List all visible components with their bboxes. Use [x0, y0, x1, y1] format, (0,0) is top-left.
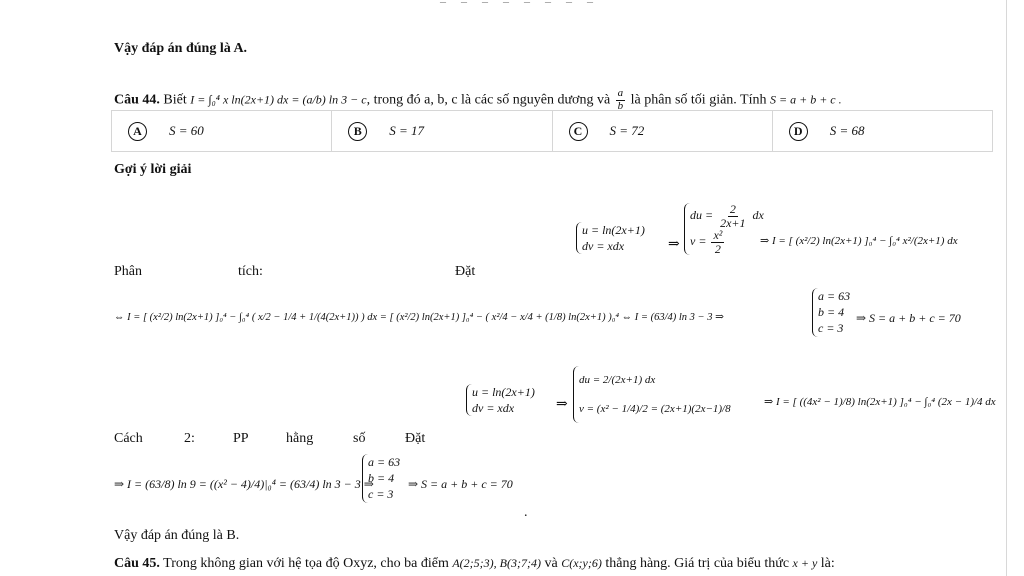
line2-expression: ⇔ I = [ (x²/2) ln(2x+1) ]₀⁴ − ∫₀⁴ ( x/2 − 1/4 + 1/(4(2x+1)) ) dx = [ (x²/2) ln(2x+1) ]₀⁴ − ( x²/4 − x/4 + (1/8) ln(2x+1) )₀⁴ ⇔ I = (63/4) ln 3 − 3 ⇒ — [114, 312, 724, 323]
question-44-tail: là phân số tối giản. Tính — [630, 92, 767, 108]
option-text: S = 17 — [389, 123, 425, 138]
option-text: S = 60 — [169, 123, 204, 138]
question-44-mid: , trong đó a, b, c là các số nguyên dương và — [366, 92, 611, 108]
question-45-expression: x + y — [792, 556, 818, 570]
option-letter: C — [569, 122, 588, 141]
question-44 — [114, 88, 842, 112]
option-letter: A — [128, 122, 147, 141]
value-c: c = 3 — [368, 487, 394, 502]
method1-word-tich: tích: — [238, 264, 263, 279]
hint-title: Gợi ý lời giải — [114, 162, 192, 177]
answer-options — [111, 110, 993, 152]
system-v-label: v = — [690, 234, 707, 249]
method2-system-left — [466, 384, 535, 416]
method1-result: ⇒ I = [ (x²/2) ln(2x+1) ]₀⁴ − ∫₀⁴ x²/(2x+1) dx — [760, 235, 958, 247]
method2-word-hang: hằng — [286, 431, 314, 446]
system-u: u = ln(2x+1) — [582, 223, 645, 237]
previous-answer: Vậy đáp án đúng là A. — [114, 41, 248, 56]
method2-answer: Vậy đáp án đúng là B. — [114, 528, 240, 543]
system-dv: dv = xdx — [472, 401, 515, 416]
method2-result: ⇒ I = [ ((4x² − 1)/8) ln(2x+1) ]₀⁴ − ∫₀⁴ (2x − 1)/4 dx — [764, 396, 996, 408]
stray-period: . — [524, 505, 528, 520]
question-45-tail: thẳng hàng. Giá trị của biểu thức — [605, 556, 790, 571]
value-c: c = 3 — [818, 321, 844, 336]
fraction-denominator: b — [617, 99, 624, 112]
question-45-points: A(2;5;3), B(3;7;4) — [452, 556, 541, 570]
system-dv: dv = xdx — [582, 239, 625, 254]
option-text: S = 68 — [829, 123, 865, 138]
value-b: b = 4 — [818, 305, 845, 320]
option-text: S = 72 — [609, 123, 645, 138]
method2-word-2: 2: — [184, 431, 195, 446]
fraction-numerator: a — [617, 87, 624, 99]
option-letter: B — [348, 122, 367, 141]
question-44-ask: S = a + b + c . — [770, 92, 842, 107]
line4-conclusion: ⇒ S = a + b + c = 70 — [408, 477, 513, 491]
question-45-end: là: — [820, 556, 835, 571]
option-c[interactable] — [553, 111, 773, 151]
method1-word-dat: Đặt — [455, 264, 476, 279]
option-letter: D — [789, 122, 808, 141]
fraction-a-over-b — [616, 88, 626, 112]
question-44-label: Câu 44. — [114, 92, 160, 108]
value-a: a = 63 — [368, 455, 401, 469]
option-a[interactable] — [112, 111, 332, 151]
question-45-and: và — [544, 556, 558, 571]
implies-arrow: ⇒ — [556, 397, 568, 412]
method1-word-phan: Phân — [114, 264, 142, 279]
page-edge-divider — [1006, 0, 1007, 576]
question-44-intro: Biết — [163, 92, 187, 108]
question-45-text: Trong không gian với hệ tọa độ Oxyz, cho ba điểm — [163, 556, 449, 571]
v-fraction: $\frac{\text{x²}}{2}$ — [713, 228, 723, 256]
method2-word-cach: Cách — [114, 431, 143, 446]
cut-off-header-marks: – – – – – – – – — [440, 0, 599, 8]
method2-word-so: số — [353, 431, 366, 446]
system-du: du = 2/(2x+1) dx — [579, 374, 656, 386]
question-45-label: Câu 45. — [114, 556, 160, 571]
value-a: a = 63 — [818, 289, 851, 303]
question-45 — [114, 556, 835, 572]
question-44-integral: I = ∫₀⁴ x ln(2x+1) dx = (a/b) ln 3 − c — [190, 92, 367, 107]
implies-arrow: ⇒ — [668, 237, 680, 252]
line4-system — [362, 454, 400, 503]
method2-word-dat: Đặt — [405, 431, 426, 446]
question-45-point-c: C(x;y;6) — [561, 556, 602, 570]
system-du-label: du = — [690, 207, 714, 222]
value-b: b = 4 — [368, 471, 395, 486]
method1-substitution — [576, 222, 645, 254]
system-u: u = ln(2x+1) — [472, 385, 535, 399]
line2-system — [812, 288, 850, 337]
method1-system-left — [576, 222, 645, 254]
line4-expression: ⇒ I = (63/8) ln 9 = ((x² − 4)/4)|₀⁴ = (63/4) ln 3 − 3 ⇒ — [114, 477, 374, 491]
option-b[interactable] — [332, 111, 552, 151]
system-v: v = (x² − 1/4)/2 = (2x+1)(2x−1)/8 — [579, 402, 731, 415]
option-d[interactable] — [773, 111, 992, 151]
method2-system-right — [573, 366, 731, 423]
method1-system-right: du = $\frac{2}{2x+1}$ dx v = $\frac{\text{x²}}{2}$ — [684, 203, 764, 255]
du-fraction: $\frac{2}{2x+1}$ — [720, 202, 746, 230]
line2-conclusion: ⇒ S = a + b + c = 70 — [856, 311, 961, 325]
method2-word-pp: PP — [233, 431, 249, 446]
